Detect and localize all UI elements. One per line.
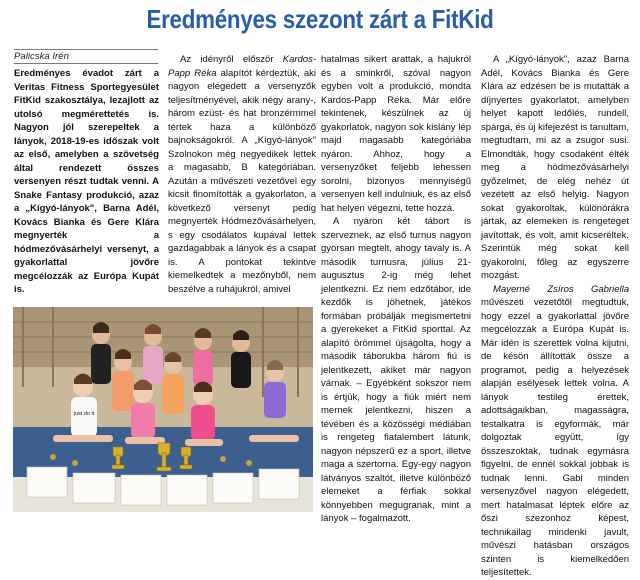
girl-figure xyxy=(264,360,286,418)
article-lede: Eredményes évadot zárt a Veritas Fitness Sportegyesület FitKid szakosztálya, lezajlott az utolsó megmérettetés is. Nagyon jól szerepeltek a lányok, 2018-19-es időszak volt az első, amelyben a szövetség által rendezett összes versenyen részt tudtak venni. A Snake Fantasy produkció, azaz a „Kígyó-lányok", Barna Adél, Kovács Bianka és Gere Klára megnyerték a hódmezővásárhelyi versenyt, a gyakorlattal jövőre megcélozzák az Európa Kupát is. xyxy=(14,68,159,295)
article-column-3 xyxy=(321,53,471,526)
shirt-text: just do it xyxy=(73,411,95,417)
girl-figure xyxy=(193,328,213,386)
girl-figure xyxy=(162,352,184,414)
team-photo-illustration xyxy=(13,307,313,512)
person-name: Kardos-Papp Réka xyxy=(168,54,316,79)
article-title: Eredményes szezont zárt a FitKid xyxy=(146,4,494,34)
column-4-paragraph-2: Mayerné Zsíros Gabriella művészeti vezetőtől megtudtuk, hogy ezzel a gyakorlattal jövőre megcélozzák a Európa Kupát is. Már idén is szerettek volna kijutni, de késön állították össze a programot, pedig a helyezések alapján esélyesek lettek volna. A lányok testileg érettek, adottságaikban, magasságra, testalkatra is egyformák, már dolgoztak együtt, így összeszoktak, tudnak egymásra figyelni, de ennél sokkal jobbak is tudnak lenni. Gabi minden versenyzővel nagyon elégedett, mert hatalmasat léptek előre az őszi szezonhoz képest, technikailag mindenki javult, művészi hatásban országos szinten is kiemelkedően teljesítettek. xyxy=(481,283,629,578)
article-column-2 xyxy=(168,53,316,296)
girl-figure xyxy=(91,322,111,384)
column-4-paragraph-1: A „Kígyó-lányok", azaz Barna Adél, Kovács Bianka és Gere Klára az edzésen be is mutatták a díjnyertes gyakorlatot, amelyben helyet kapott ledőlés, rundell, spárga, és új kifejezést is tanultam, megtudtam, mi az a zsugor susi. Elmondták, hogy csodaként élték meg a hódmezővásárhelyi győzelmet, de elég nehéz út vezetett az első helyig. Nagyon sokat gyakoroltak, különórákra jártak, az elemeken is rengeteget javítottak, és volt, amit kicseréltek. Szerintük még sokat kell gyakorolni, főleg az egyszerre mozgást. xyxy=(481,54,629,281)
girl-figure xyxy=(191,382,215,442)
team-photo xyxy=(13,307,313,512)
column-3-paragraph-2: A nyáron két tábort is szerveznek, az első turnus nagyon gyorsan megtelt, ahogy tavaly is. A második turnusra, július 21-augusztus 2-ig még lehet jelentkezni. Ez nem edzőtábor, ide kezdők is jöhetnek, játékos formában próbálják megismertetni a gyerekeket a FitKid sporttal. Az alapító örömmel újságolta, hogy a második táborukba három fiú is jelentkezett, akiket már nagyon várnak. – Egyébként sokszor nem is értjük, hogy a fiúk miért nem mernek jelentkezni, hiszen a tévében és a közösségi médiában is rengeteg fiatalembert látunk, nagyon népszerű ez a sport, illetve maga a szertorna. Egy-egy nagyon látványos szaltót, illetve különböző elemeket a férfiak sokkal könnyebben megugranak, mint a lányok – fogalmazott. xyxy=(321,216,471,524)
girl-figure xyxy=(112,349,134,411)
author-byline: Palicska Irén xyxy=(14,49,158,64)
column-3-paragraph-1: hatalmas sikert arattak, a hajukról és a sminkről, szóval nagyon egyben volt a produkció, mondta Kardos-Papp Réka. Már előre tekintenek, készülnek az új gyakorlatok, nagyon sok kislány lép majd magasabb kategóriába nyáron. Ahhoz, hogy a versenyzőket feljebb lehessen sorolni, bizonyos mennyiségű versenyen kell indulniuk, és az első hat helyen végezni, tette hozzá. xyxy=(321,54,471,214)
girl-figure xyxy=(231,330,251,388)
girl-figure xyxy=(131,380,155,440)
article-column-4 xyxy=(481,53,629,580)
column-2-paragraph: Az idényről először Kardos-Papp Réka alapítót kérdeztük, aki nagyon elégedett a versenyzők teljesítményével, akik négy arany-, három ezüst- és hat bronzérmmel tértek haza a különböző bajnokságokról. A „Kígyó-lányok" Szolnokon még negyedikek lettek a magasabb, B kategóriában. Azután a művészeti vezetővel egy kicsit finomították a gyakorlaton, a következő versenyt pedig megnyerték Hódmezővásárhelyen, s egy csodálatos kupával lettek gazdagabbak a lányok és a csapat is. A pontokat tekintve kiemelkedtek a mezőnyből, nem beszélve a ruhájukról, amivel xyxy=(168,54,316,295)
girl-figure xyxy=(143,324,163,384)
person-name: Mayerné Zsíros Gabriella xyxy=(493,283,629,295)
